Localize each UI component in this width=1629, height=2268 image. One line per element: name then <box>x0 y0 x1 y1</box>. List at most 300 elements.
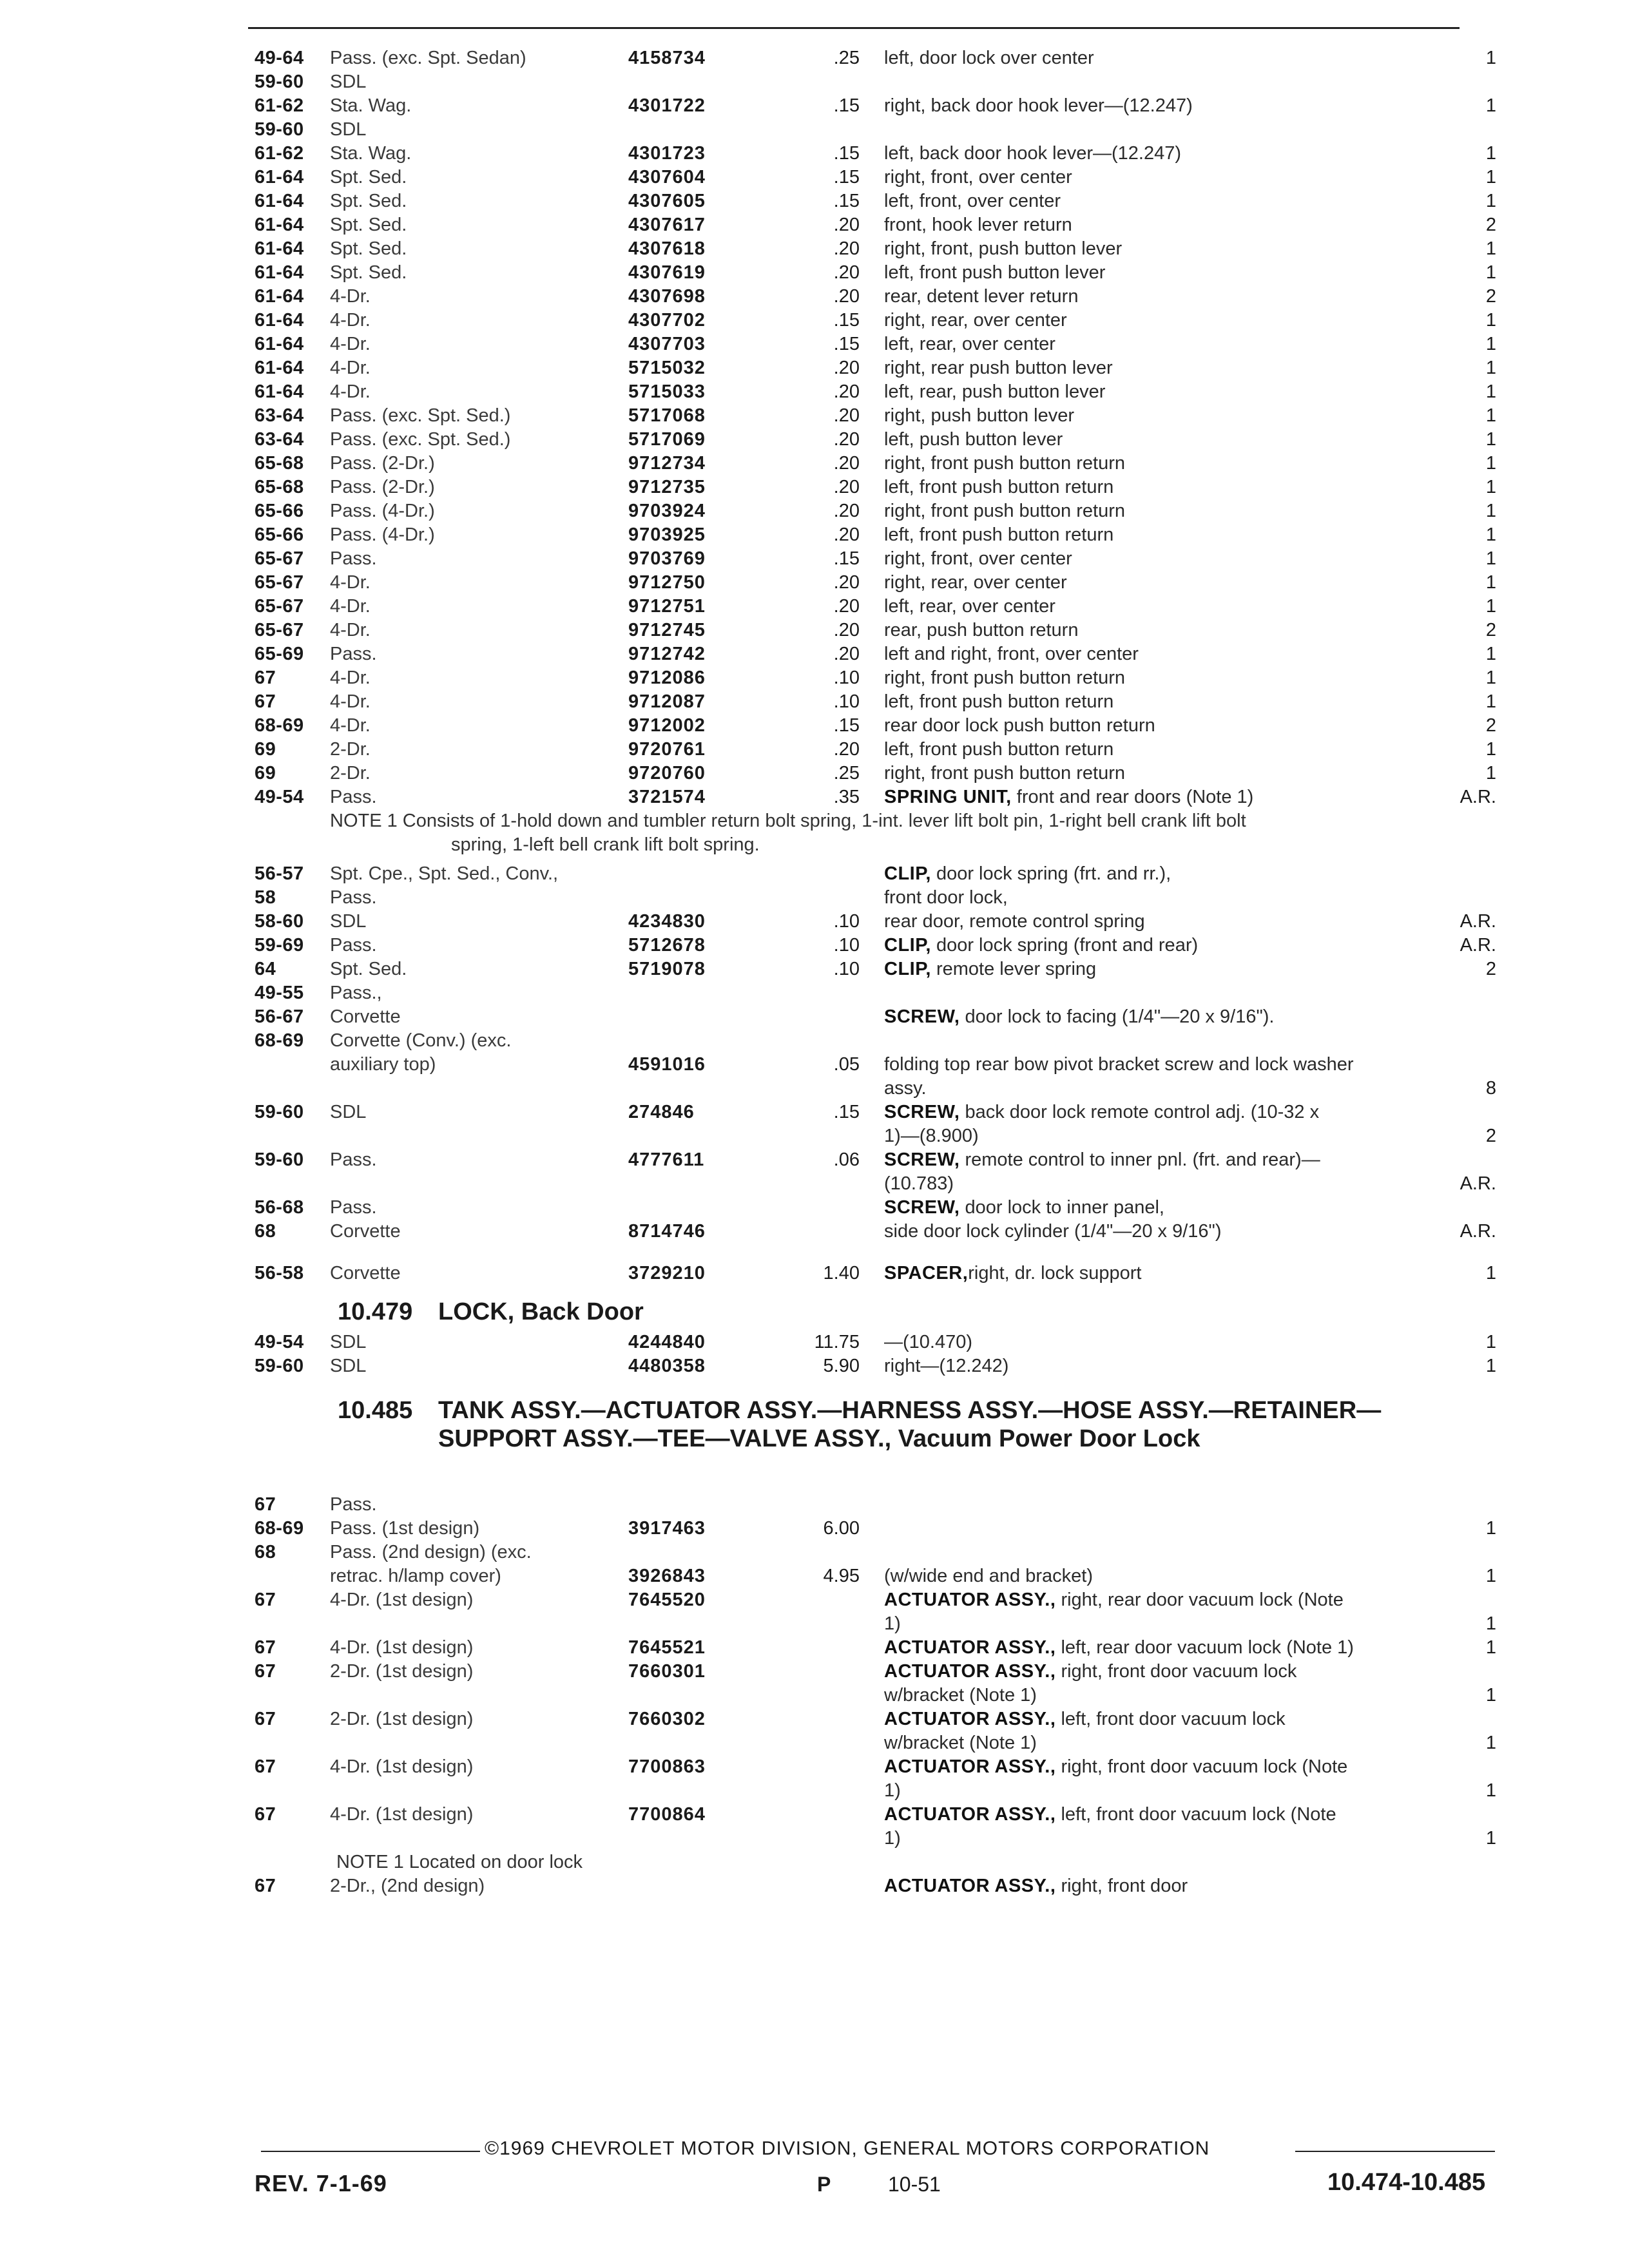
price: .20 <box>833 477 860 497</box>
part-number: 4244840 <box>628 1332 706 1352</box>
model: 4-Dr. (1st design) <box>330 1804 474 1825</box>
table-row <box>0 1731 1629 1755</box>
table-row <box>0 523 1629 547</box>
part-number: 4307619 <box>628 262 706 283</box>
description-text: front door lock, <box>884 887 1008 908</box>
model: Spt. Sed. <box>330 262 407 283</box>
quantity: 2 <box>1485 1126 1496 1146</box>
price: .10 <box>833 935 860 956</box>
table-row <box>0 957 1629 981</box>
price: .10 <box>833 959 860 979</box>
model: SDL <box>330 1102 367 1122</box>
description <box>884 1803 1336 1827</box>
quantity: 1 <box>1485 1733 1496 1753</box>
year-range: 67 <box>255 1876 276 1896</box>
description <box>884 714 1155 738</box>
quantity: 1 <box>1485 262 1496 283</box>
description-text: left, rear, over center <box>884 334 1055 354</box>
note-text: NOTE 1 Consists of 1-hold down and tumbler return bolt spring, 1-int. lever lift bolt pin, 1-right bell crank lift bolt <box>330 811 1246 831</box>
year-range: 59-69 <box>255 935 304 956</box>
part-number: 9712735 <box>628 477 706 497</box>
quantity: 1 <box>1485 334 1496 354</box>
table-row <box>0 1707 1629 1731</box>
description <box>884 595 1055 619</box>
price: .10 <box>833 911 860 932</box>
price: .25 <box>833 763 860 783</box>
description <box>884 523 1113 547</box>
description <box>884 1220 1222 1244</box>
description-text: w/bracket (Note 1) <box>884 1685 1037 1706</box>
description-text: left, front push button return <box>884 691 1114 712</box>
description-text: rear, detent lever return <box>884 286 1079 307</box>
part-title: SCREW, <box>884 1102 960 1122</box>
description <box>884 1660 1296 1684</box>
quantity: A.R. <box>1460 911 1496 932</box>
description <box>884 1124 979 1148</box>
table-row <box>0 1874 1629 1898</box>
model: Pass. (4-Dr.) <box>330 524 435 545</box>
description-text: left, door lock over center <box>884 48 1094 68</box>
table-row <box>0 714 1629 738</box>
part-number: 5719078 <box>628 959 706 979</box>
year-range: 65-66 <box>255 501 304 521</box>
quantity: 1 <box>1485 48 1496 68</box>
description <box>884 910 1145 934</box>
year-range: 67 <box>255 1804 276 1825</box>
model: Spt. Sed. <box>330 959 407 979</box>
description-text: left, rear, push button lever <box>884 381 1106 402</box>
part-number: 9712086 <box>628 668 706 688</box>
description-text: right, push button lever <box>884 405 1075 426</box>
table-row <box>0 666 1629 690</box>
description <box>884 690 1113 714</box>
year-range: 63-64 <box>255 429 304 450</box>
part-title: SCREW, <box>884 1006 960 1027</box>
copyright-text: ©1969 CHEVROLET MOTOR DIVISION, GENERAL MOTORS CORPORATION <box>485 2138 1210 2159</box>
year-range: 61-64 <box>255 167 304 187</box>
part-number: 274846 <box>628 1102 695 1122</box>
description-text: 1) <box>884 1828 901 1849</box>
table-row <box>0 1803 1629 1827</box>
model: Pass. (2nd design) (exc. <box>330 1542 532 1562</box>
description <box>884 1564 1093 1588</box>
description <box>884 1148 1320 1172</box>
table-row <box>0 862 1629 886</box>
description-text: left and right, front, over center <box>884 644 1139 664</box>
description-text: door lock to facing (1/4"—20 x 9/16"). <box>959 1006 1275 1027</box>
section-number: 10.479 <box>338 1298 413 1325</box>
year-range: 61-64 <box>255 238 304 259</box>
year-range: 56-58 <box>255 1263 304 1283</box>
description <box>884 46 1094 70</box>
price: .15 <box>833 143 860 164</box>
quantity: 1 <box>1485 501 1496 521</box>
description-text: (w/wide end and bracket) <box>884 1566 1093 1586</box>
description-text: side door lock cylinder (1/4"—20 x 9/16") <box>884 1221 1222 1242</box>
table-row <box>0 619 1629 642</box>
model: Spt. Sed. <box>330 191 407 211</box>
model: 4-Dr. <box>330 572 371 593</box>
year-range: 68 <box>255 1221 276 1242</box>
table-row <box>0 1827 1629 1850</box>
description <box>884 1612 901 1636</box>
price: .20 <box>833 286 860 307</box>
year-range: 65-67 <box>255 572 304 593</box>
table-row <box>0 1005 1629 1029</box>
description <box>884 1354 1008 1378</box>
table-row <box>0 1612 1629 1636</box>
year-range: 67 <box>255 1637 276 1658</box>
table-row <box>0 1100 1629 1124</box>
model: retrac. h/lamp cover) <box>330 1566 501 1586</box>
price: .20 <box>833 405 860 426</box>
quantity: 1 <box>1485 381 1496 402</box>
price: .25 <box>833 48 860 68</box>
model: Spt. Sed. <box>330 167 407 187</box>
footer-rule-left <box>261 2138 480 2152</box>
part-number: 9712087 <box>628 691 706 712</box>
model: SDL <box>330 119 367 140</box>
price: .20 <box>833 596 860 617</box>
quantity: 2 <box>1485 620 1496 640</box>
quantity: 1 <box>1485 572 1496 593</box>
year-range: 61-64 <box>255 262 304 283</box>
part-number: 8714746 <box>628 1221 706 1242</box>
description <box>884 213 1072 237</box>
quantity: 1 <box>1485 143 1496 164</box>
year-range: 67 <box>255 691 276 712</box>
year-range: 69 <box>255 739 276 760</box>
table-row <box>0 285 1629 309</box>
quantity: 1 <box>1485 191 1496 211</box>
part-number: 4307703 <box>628 334 706 354</box>
description-text: right, front push button return <box>884 501 1125 521</box>
description <box>884 1731 1037 1755</box>
part-number: 9703769 <box>628 548 706 569</box>
table-row <box>0 981 1629 1005</box>
table-row <box>0 1517 1629 1541</box>
model: Pass. <box>330 1494 377 1515</box>
description <box>884 762 1125 785</box>
part-number: 3721574 <box>628 787 706 807</box>
part-number: 3729210 <box>628 1263 706 1283</box>
section-title: TANK ASSY.—ACTUATOR ASSY.—HARNESS ASSY.—HOSE ASSY.—RETAINER—SUPPORT ASSY.—TEE—VALVE ASSY., Vacuum Power Door Lock <box>438 1397 1382 1452</box>
description <box>884 189 1061 213</box>
quantity: 1 <box>1485 358 1496 378</box>
part-number: 3926843 <box>628 1566 706 1586</box>
table-row <box>0 428 1629 452</box>
table-row <box>0 261 1629 285</box>
model: Pass. (2-Dr.) <box>330 477 435 497</box>
year-range: 68-69 <box>255 715 304 736</box>
description <box>884 476 1113 499</box>
year-range: 61-62 <box>255 143 304 164</box>
part-number: 4158734 <box>628 48 706 68</box>
table-row <box>0 738 1629 762</box>
footer-rule-right <box>1295 2138 1495 2152</box>
parts-list <box>0 46 1629 1898</box>
model: Corvette <box>330 1263 401 1283</box>
model: Pass. <box>330 1149 377 1170</box>
description-text: right, dr. lock support <box>968 1263 1142 1283</box>
price: 6.00 <box>823 1518 860 1539</box>
description <box>884 666 1125 690</box>
description-text: right, rear door vacuum lock (Note <box>1055 1590 1344 1610</box>
year-range: 65-67 <box>255 548 304 569</box>
quantity: 1 <box>1485 596 1496 617</box>
description <box>884 1077 927 1100</box>
description <box>884 1588 1344 1612</box>
price: 4.95 <box>823 1566 860 1586</box>
table-row <box>0 1331 1629 1354</box>
quantity: 8 <box>1485 1078 1496 1099</box>
table-row <box>0 237 1629 261</box>
year-range: 65-69 <box>255 644 304 664</box>
year-range: 68 <box>255 1542 276 1562</box>
part-title: SCREW, <box>884 1149 960 1170</box>
table-row <box>0 1262 1629 1285</box>
section-heading-10-485 <box>0 1396 1629 1486</box>
price: .20 <box>833 739 860 760</box>
description <box>884 785 1253 809</box>
description-text: right, front door <box>1055 1876 1188 1896</box>
part-number: 9703924 <box>628 501 706 521</box>
section-number: 10.485 <box>338 1397 413 1424</box>
description <box>884 142 1181 166</box>
part-number: 5715032 <box>628 358 706 378</box>
description-text: right, front, push button lever <box>884 238 1123 259</box>
description-text: right, front door vacuum lock (Note <box>1055 1756 1348 1777</box>
table-row <box>0 1053 1629 1077</box>
table-row <box>0 934 1629 957</box>
description-text: back door lock remote control adj. (10-32 x <box>959 1102 1320 1122</box>
model: 2-Dr., (2nd design) <box>330 1876 485 1896</box>
year-range: 59-60 <box>255 72 304 92</box>
table-row <box>0 94 1629 118</box>
quantity: 1 <box>1485 167 1496 187</box>
year-range: 67 <box>255 1709 276 1729</box>
model: SDL <box>330 1356 367 1376</box>
table-row <box>0 142 1629 166</box>
year-range: 61-64 <box>255 191 304 211</box>
quantity: 1 <box>1485 453 1496 474</box>
part-title: CLIP, <box>884 863 931 884</box>
table-row <box>0 1354 1629 1378</box>
price: .15 <box>833 167 860 187</box>
quantity: 1 <box>1485 1613 1496 1634</box>
part-number: 5717069 <box>628 429 706 450</box>
part-title: SPRING UNIT, <box>884 787 1012 807</box>
description-text: rear door lock push button return <box>884 715 1155 736</box>
description-text: —(10.470) <box>884 1332 973 1352</box>
table-row <box>0 118 1629 142</box>
table-row <box>0 547 1629 571</box>
table-row <box>0 1196 1629 1220</box>
price: .10 <box>833 691 860 712</box>
description <box>884 1874 1188 1898</box>
year-range: 59-60 <box>255 1149 304 1170</box>
part-number: 7660302 <box>628 1709 706 1729</box>
price: .15 <box>833 310 860 331</box>
description <box>884 1262 1141 1285</box>
part-title: ACTUATOR ASSY., <box>884 1661 1056 1682</box>
price: .20 <box>833 358 860 378</box>
year-range: 49-55 <box>255 983 304 1003</box>
quantity: 1 <box>1485 1780 1496 1801</box>
description-text: right, front push button return <box>884 763 1125 783</box>
description <box>884 428 1063 452</box>
description <box>884 1331 972 1354</box>
price: .15 <box>833 334 860 354</box>
price: .20 <box>833 215 860 235</box>
year-range: 61-64 <box>255 381 304 402</box>
part-number: 4307618 <box>628 238 706 259</box>
note-1 <box>0 809 1629 833</box>
quantity: 1 <box>1485 763 1496 783</box>
model: 4-Dr. <box>330 691 371 712</box>
year-range: 59-60 <box>255 119 304 140</box>
description-text: front and rear doors (Note 1) <box>1011 787 1254 807</box>
table-row <box>0 762 1629 785</box>
description <box>884 309 1067 332</box>
table-row <box>0 309 1629 332</box>
quantity: 1 <box>1485 1356 1496 1376</box>
price: .05 <box>833 1054 860 1075</box>
model: auxiliary top) <box>330 1054 436 1075</box>
part-title: ACTUATOR ASSY., <box>884 1876 1056 1896</box>
price: .20 <box>833 238 860 259</box>
year-range: 61-64 <box>255 215 304 235</box>
price: .15 <box>833 715 860 736</box>
part-number: 4301723 <box>628 143 706 164</box>
part-title: ACTUATOR ASSY., <box>884 1756 1056 1777</box>
description-text: right, rear, over center <box>884 310 1067 331</box>
quantity: 1 <box>1485 548 1496 569</box>
part-number: 9712734 <box>628 453 706 474</box>
description-text: left, front push button return <box>884 739 1114 760</box>
table-row <box>0 1564 1629 1588</box>
model: 4-Dr. <box>330 381 371 402</box>
description <box>884 619 1078 642</box>
description-text: right, front door vacuum lock <box>1055 1661 1297 1682</box>
description <box>884 1053 1354 1077</box>
description <box>884 738 1113 762</box>
table-row <box>0 1636 1629 1660</box>
part-title: CLIP, <box>884 959 931 979</box>
spacer <box>0 1486 1629 1493</box>
description-text: front, hook lever return <box>884 215 1072 235</box>
quantity: 1 <box>1485 1566 1496 1586</box>
year-range: 65-67 <box>255 620 304 640</box>
quantity: 1 <box>1485 1828 1496 1849</box>
quantity: 1 <box>1485 739 1496 760</box>
description <box>884 94 1193 118</box>
model: 2-Dr. <box>330 739 371 760</box>
year-range: 49-54 <box>255 1332 304 1352</box>
model: Pass. <box>330 548 377 569</box>
price: .20 <box>833 524 860 545</box>
description <box>884 547 1072 571</box>
model: Sta. Wag. <box>330 95 412 116</box>
description <box>884 1755 1347 1779</box>
part-title: ACTUATOR ASSY., <box>884 1590 1056 1610</box>
table-row <box>0 46 1629 70</box>
quantity: 1 <box>1485 1518 1496 1539</box>
quantity: 1 <box>1485 1685 1496 1706</box>
model: 4-Dr. <box>330 286 371 307</box>
model: Pass. <box>330 1197 377 1218</box>
quantity: 1 <box>1485 238 1496 259</box>
description <box>884 1827 901 1850</box>
table-row <box>0 380 1629 404</box>
description-text: left, rear door vacuum lock (Note 1) <box>1055 1637 1354 1658</box>
table-row <box>0 1220 1629 1244</box>
description-text: remote lever spring <box>930 959 1097 979</box>
model: SDL <box>330 911 367 932</box>
table-row <box>0 1493 1629 1517</box>
quantity: 2 <box>1485 286 1496 307</box>
part-number: 4480358 <box>628 1356 706 1376</box>
quantity: 2 <box>1485 959 1496 979</box>
price: .15 <box>833 1102 860 1122</box>
description <box>884 1636 1354 1660</box>
table-row <box>0 189 1629 213</box>
table-row <box>0 1148 1629 1172</box>
model: Pass. (exc. Spt. Sed.) <box>330 405 511 426</box>
description-text: rear door, remote control spring <box>884 911 1145 932</box>
price: .15 <box>833 548 860 569</box>
table-row <box>0 886 1629 910</box>
price: .06 <box>833 1149 860 1170</box>
quantity: A.R. <box>1460 787 1496 807</box>
top-rule <box>248 27 1460 29</box>
description-text: w/bracket (Note 1) <box>884 1733 1037 1753</box>
table-row <box>0 595 1629 619</box>
model: Sta. Wag. <box>330 143 412 164</box>
table-row <box>0 1755 1629 1779</box>
model: Corvette (Conv.) (exc. <box>330 1030 512 1051</box>
price: .20 <box>833 262 860 283</box>
table-row <box>0 404 1629 428</box>
part-number: 4307604 <box>628 167 706 187</box>
description-text: remote control to inner pnl. (frt. and rear)— <box>959 1149 1320 1170</box>
year-range: 61-64 <box>255 310 304 331</box>
year-range: 56-67 <box>255 1006 304 1027</box>
description-text: left, back door hook lever—(12.247) <box>884 143 1182 164</box>
table-row <box>0 1077 1629 1100</box>
description-text: right—(12.242) <box>884 1356 1009 1376</box>
quantity: 1 <box>1485 477 1496 497</box>
year-range: 49-64 <box>255 48 304 68</box>
price: .20 <box>833 453 860 474</box>
part-number: 9712745 <box>628 620 706 640</box>
year-range: 67 <box>255 1494 276 1515</box>
model: SDL <box>330 1332 367 1352</box>
part-title: ACTUATOR ASSY., <box>884 1637 1056 1658</box>
model: 4-Dr. <box>330 334 371 354</box>
part-number: 5717068 <box>628 405 706 426</box>
description-text: folding top rear bow pivot bracket screw and lock washer <box>884 1054 1354 1075</box>
description <box>884 1707 1286 1731</box>
description <box>884 1196 1164 1220</box>
price: 5.90 <box>823 1356 860 1376</box>
description-text: 1)—(8.900) <box>884 1126 979 1146</box>
part-number: 5712678 <box>628 935 706 956</box>
table-row <box>0 910 1629 934</box>
spacer <box>0 1244 1629 1262</box>
section-heading-10-479 <box>0 1292 1629 1331</box>
description <box>884 356 1113 380</box>
